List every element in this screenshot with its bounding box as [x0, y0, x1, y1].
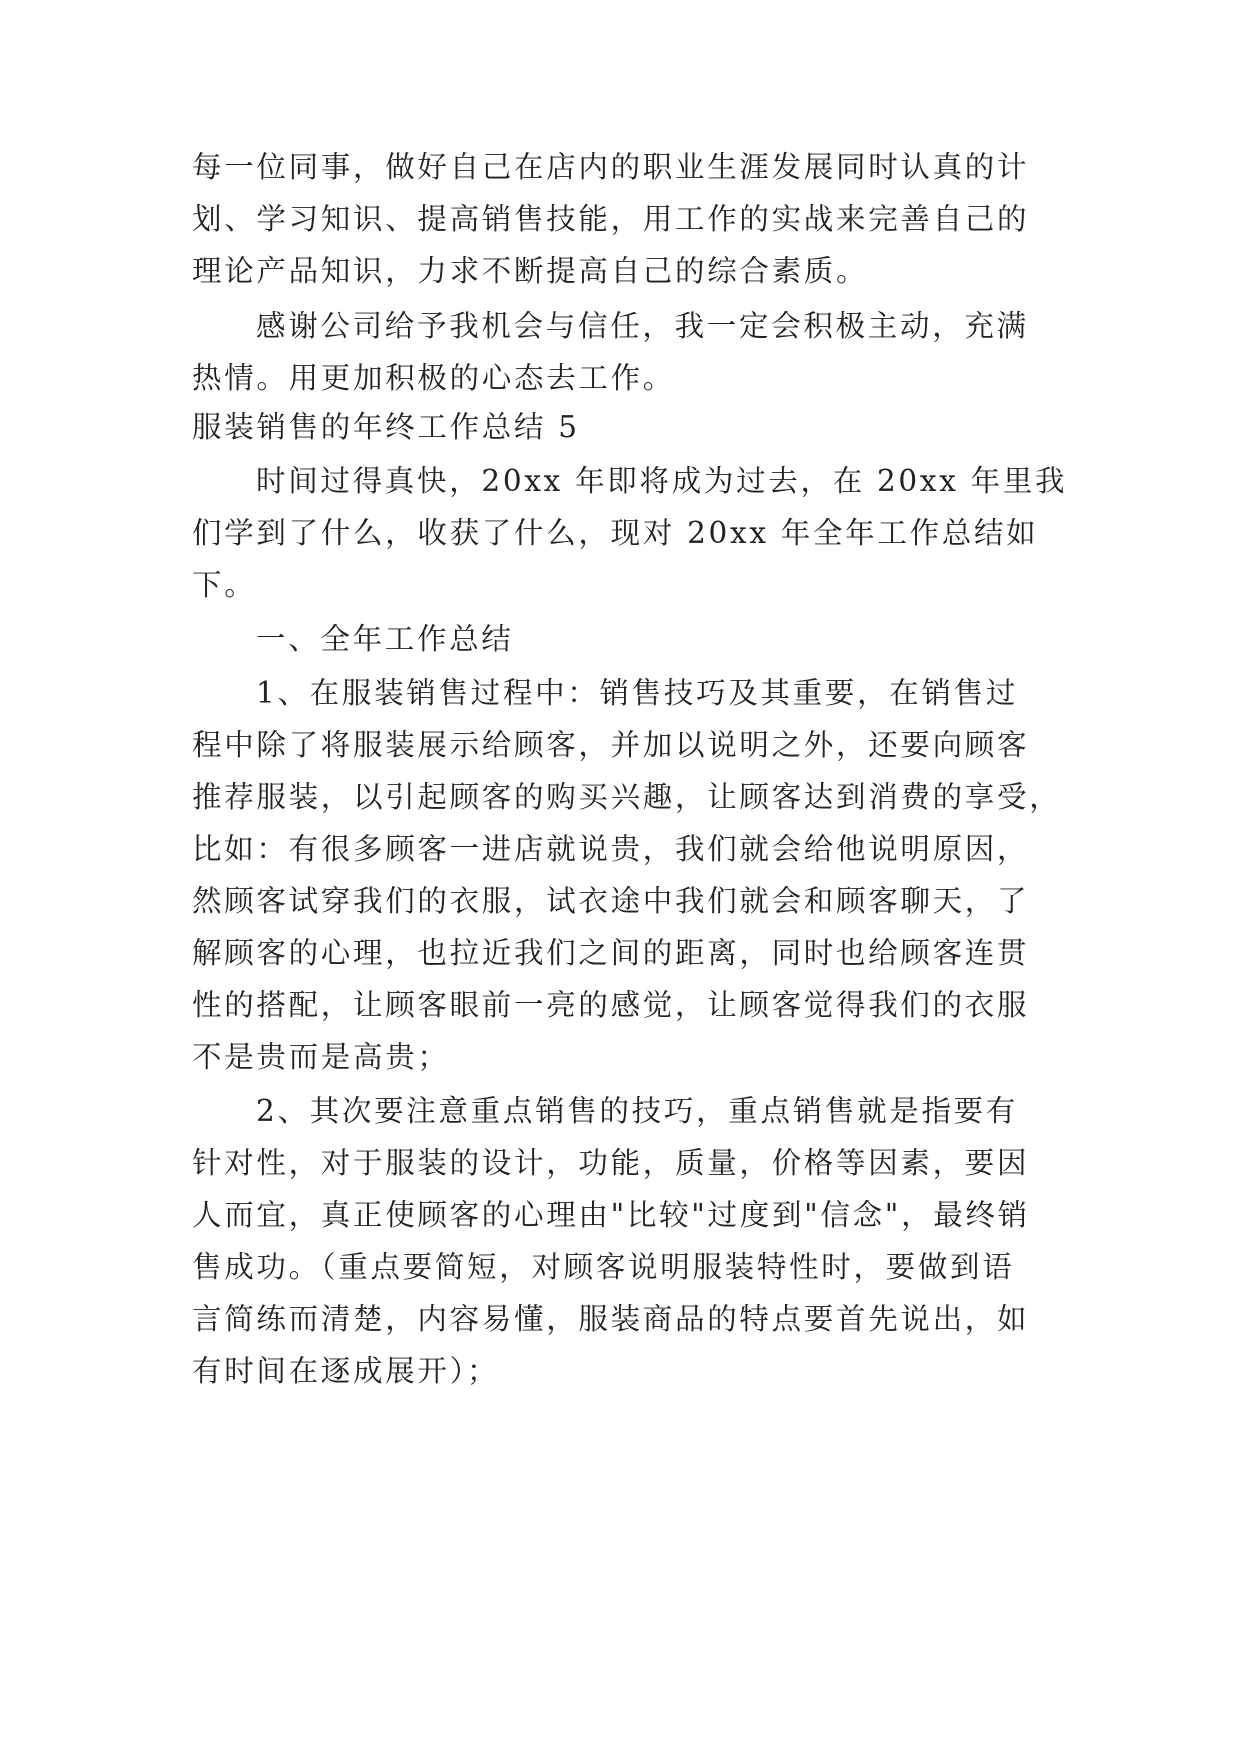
text-line: 2、其次要注意重点销售的技巧，重点销售就是指要有 — [256, 1094, 1019, 1128]
text-line: 解顾客的心理，也拉近我们之间的距离，同时也给顾客连贯 — [192, 936, 1030, 970]
text-line: 感谢公司给予我机会与信任，我一定会积极主动，充满 — [256, 309, 1029, 343]
text-line: 售成功。（重点要简短，对顾客说明服装特性时，要做到语 — [192, 1250, 1015, 1284]
text-line: 划、学习知识、提高销售技能，用工作的实战来完善自己的 — [192, 202, 1030, 236]
text-line: 言简练而清楚，内容易懂，服装商品的特点要首先说出，如 — [192, 1302, 1030, 1336]
text-line: 然顾客试穿我们的衣服，试衣途中我们就会和顾客聊天，了 — [192, 884, 1030, 918]
text-line: 针对性，对于服装的设计，功能，质量，价格等因素，要因 — [192, 1146, 1030, 1180]
text-line: 理论产品知识，力求不断提高自己的综合素质。 — [192, 254, 869, 288]
text-line: 性的搭配，让顾客眼前一亮的感觉，让顾客觉得我们的衣服 — [192, 988, 1030, 1022]
text-line: 时间过得真快，20xx 年即将成为过去，在 20xx 年里我 — [256, 464, 1068, 498]
text-line: 有时间在逐成展开）； — [192, 1354, 500, 1388]
text-line: 比如：有很多顾客一进店就说贵，我们就会给他说明原因， — [192, 832, 1030, 866]
text-line: 热情。用更加积极的心态去工作。 — [192, 361, 676, 395]
text-line: 不是贵而是高贵； — [192, 1040, 450, 1074]
text-line: 下。 — [192, 568, 257, 602]
text-line: 程中除了将服装展示给顾客，并加以说明之外，还要向顾客 — [192, 728, 1030, 762]
subsection-heading: 一、全年工作总结 — [256, 622, 514, 656]
text-line: 每一位同事，做好自己在店内的职业生涯发展同时认真的计 — [192, 150, 1030, 184]
section-heading: 服装销售的年终工作总结 5 — [192, 410, 580, 444]
text-line: 1、在服装销售过程中：销售技巧及其重要，在销售过 — [256, 676, 1019, 710]
text-line: 推荐服装，以引起顾客的购买兴趣，让顾客达到消费的享受， — [192, 780, 1062, 814]
text-line: 人而宜，真正使顾客的心理由"比较"过度到"信念"，最终销 — [192, 1198, 1030, 1232]
text-line: 们学到了什么，收获了什么，现对 20xx 年全年工作总结如 — [192, 516, 1039, 550]
